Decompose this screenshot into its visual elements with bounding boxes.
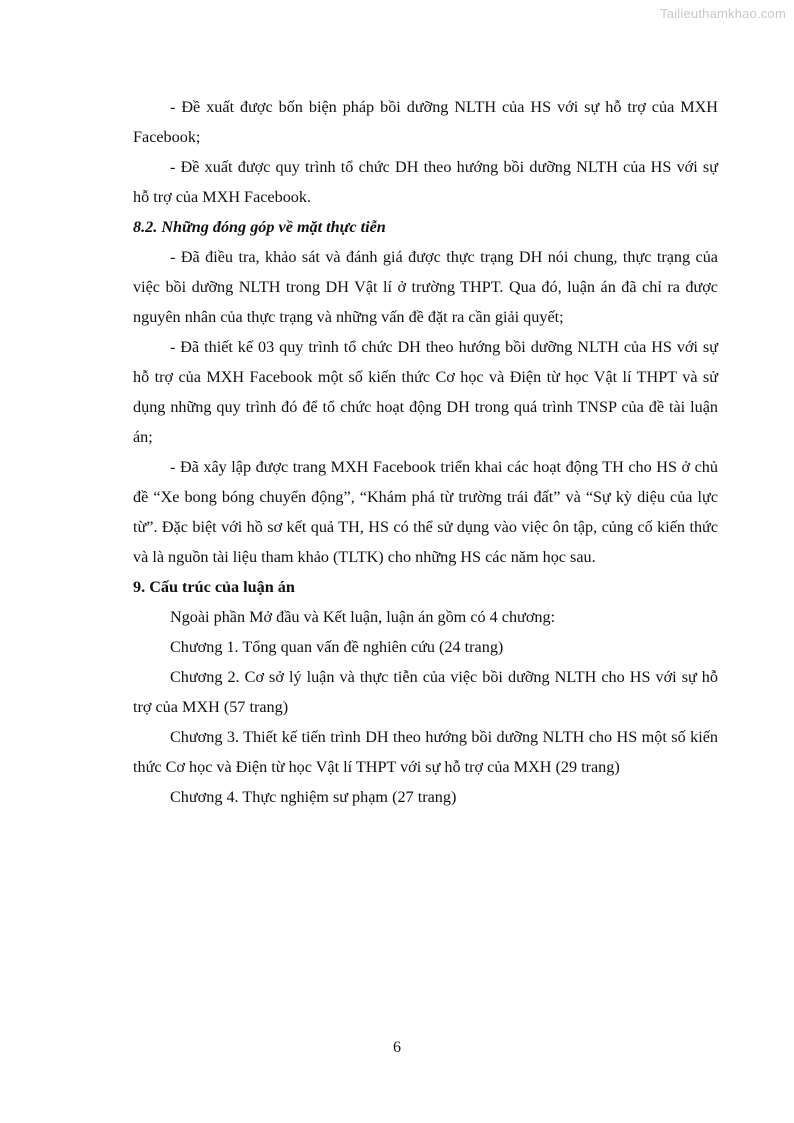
paragraph-chapter-4: Chương 4. Thực nghiệm sư phạm (27 trang) [170,788,457,806]
document-body [133,92,718,812]
paragraph-chapter-1: Chương 1. Tổng quan vấn đề nghiên cứu (24 trang) [170,638,504,656]
paragraph-survey: - Đã điều tra, khảo sát và đánh giá được thực trạng DH nói chung, thực trạng của việc bồi dưỡng NLTH trong DH Vật lí ở trường THPT. Qua đó, luận án đã chỉ ra được nguyên nhân của thực trạng và những vấn đề đặt ra cần giải quyết; [133,248,718,326]
paragraph-chapter-2: Chương 2. Cơ sở lý luận và thực tiễn của việc bồi dưỡng NLTH cho HS với sự hỗ trợ của MXH (57 trang) [133,668,718,716]
paragraph-structure-intro: Ngoài phần Mở đầu và Kết luận, luận án gồm có 4 chương: [170,608,556,626]
paragraph-process-proposal: - Đề xuất được quy trình tổ chức DH theo hướng bồi dưỡng NLTH của HS với sự hỗ trợ của MXH Facebook. [133,158,718,206]
watermark: Tailieuthamkhao.com [660,6,786,21]
paragraph-facebook-page: - Đã xây lập được trang MXH Facebook triển khai các hoạt động TH cho HS ở chủ đề “Xe bong bóng chuyển động”, “Khám phá từ trường trái đất” và “Sự kỳ diệu của lực từ”. Đặc biệt với hồ sơ kết quả TH, HS có thể sử dụng vào việc ôn tập, củng cố kiến thức và là nguồn tài liệu tham khảo (TLTK) cho những HS các năm học sau. [133,458,718,566]
paragraph-chapter-3: Chương 3. Thiết kế tiến trình DH theo hướng bồi dưỡng NLTH cho HS một số kiến thức Cơ học và Điện từ học Vật lí THPT với sự hỗ trợ của MXH (29 trang) [133,728,718,776]
section-heading-9: 9. Cấu trúc của luận án [133,578,295,596]
page-number: 6 [393,1039,401,1056]
section-heading-8-2: 8.2. Những đóng góp về mặt thực tiễn [133,218,386,236]
paragraph-design-processes: - Đã thiết kế 03 quy trình tổ chức DH theo hướng bồi dưỡng NLTH của HS với sự hỗ trợ của MXH Facebook một số kiến thức Cơ học và Điện từ học Vật lí THPT và sử dụng những quy trình đó để tổ chức hoạt động DH trong quá trình TNSP của đề tài luận án; [133,338,718,446]
paragraph-solution-proposal: - Đề xuất được bốn biện pháp bồi dưỡng NLTH của HS với sự hỗ trợ của MXH Facebook; [133,98,718,146]
